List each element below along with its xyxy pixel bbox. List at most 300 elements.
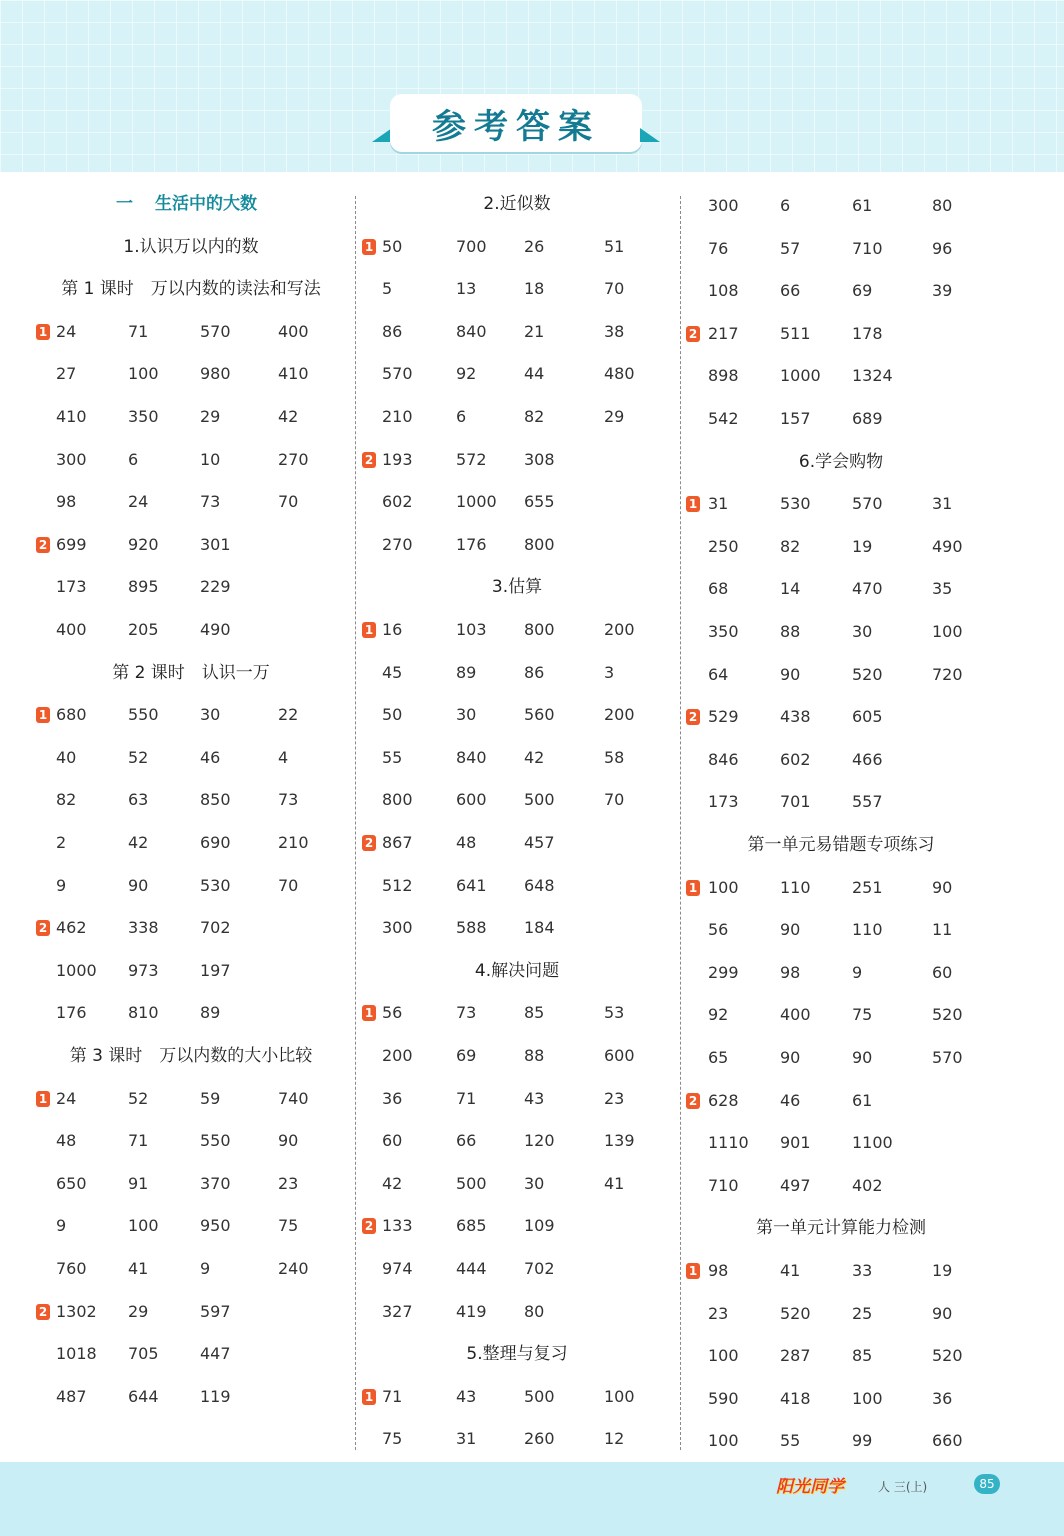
answer-value: 9 bbox=[56, 875, 67, 895]
answer-row bbox=[36, 1342, 346, 1366]
answer-value: 18 bbox=[524, 279, 545, 299]
question-number-badge: 1 bbox=[686, 496, 700, 512]
answer-value: 42 bbox=[524, 747, 545, 767]
answer-row bbox=[686, 1174, 996, 1198]
answer-value: 701 bbox=[780, 792, 811, 812]
answer-value: 846 bbox=[708, 749, 739, 769]
answer-value: 30 bbox=[456, 705, 477, 725]
answer-value: 530 bbox=[780, 494, 811, 514]
answer-row bbox=[36, 703, 346, 727]
answer-value: 100 bbox=[708, 1346, 739, 1366]
answer-value: 82 bbox=[56, 790, 77, 810]
answer-row bbox=[36, 1214, 346, 1238]
answer-row bbox=[362, 362, 672, 386]
title-banner bbox=[372, 94, 660, 156]
lesson-title: 2.近似数 bbox=[483, 194, 551, 214]
answer-value: 173 bbox=[56, 577, 87, 597]
answer-value: 184 bbox=[524, 918, 555, 938]
lesson-title: 第 1 课时 万以内数的读法和写法 bbox=[61, 279, 321, 300]
answer-row bbox=[362, 405, 672, 429]
answer-value: 80 bbox=[524, 1301, 545, 1321]
answer-value: 21 bbox=[524, 321, 545, 341]
answer-value: 529 bbox=[708, 707, 739, 727]
lesson-title: 第一单元易错题专项练习 bbox=[747, 835, 935, 855]
answer-value: 85 bbox=[524, 1003, 545, 1023]
question-number-badge: 1 bbox=[362, 1005, 376, 1021]
answer-value: 338 bbox=[128, 918, 159, 938]
answer-value: 35 bbox=[932, 579, 953, 599]
answer-value: 85 bbox=[852, 1346, 873, 1366]
answer-value: 287 bbox=[780, 1346, 811, 1366]
answer-value: 176 bbox=[56, 1003, 87, 1023]
ribbon-right-icon bbox=[640, 128, 660, 142]
answer-value: 497 bbox=[780, 1175, 811, 1195]
answer-value: 48 bbox=[56, 1131, 77, 1151]
answer-value: 80 bbox=[932, 196, 953, 215]
answer-value: 82 bbox=[780, 536, 801, 556]
answer-value: 920 bbox=[128, 534, 159, 554]
section-title bbox=[116, 192, 257, 216]
answer-value: 38 bbox=[604, 321, 625, 341]
answer-value: 301 bbox=[200, 534, 231, 554]
answer-value: 590 bbox=[708, 1388, 739, 1408]
answer-value: 1018 bbox=[56, 1344, 97, 1364]
answer-row bbox=[36, 1385, 346, 1409]
answer-value: 3 bbox=[604, 662, 615, 682]
answer-value: 6 bbox=[128, 449, 139, 469]
answer-value: 895 bbox=[128, 577, 159, 597]
answer-value: 6 bbox=[780, 196, 791, 215]
answer-value: 90 bbox=[780, 664, 801, 684]
lesson-title: 6.学会购物 bbox=[798, 451, 884, 472]
answer-value: 685 bbox=[456, 1216, 487, 1236]
answer-value: 570 bbox=[852, 494, 883, 514]
answer-value: 490 bbox=[200, 620, 231, 639]
answer-row bbox=[36, 1001, 346, 1025]
answer-value: 702 bbox=[200, 918, 231, 938]
answer-value: 31 bbox=[932, 494, 953, 514]
answer-value: 602 bbox=[780, 749, 811, 769]
brand-logo: 阳光同学 bbox=[776, 1477, 844, 1497]
answer-value: 73 bbox=[456, 1003, 477, 1023]
answer-value: 42 bbox=[278, 407, 299, 426]
answer-row bbox=[36, 959, 346, 983]
answer-value: 710 bbox=[852, 238, 883, 258]
answer-value: 400 bbox=[278, 321, 309, 341]
answer-row bbox=[686, 1259, 996, 1283]
answer-row bbox=[362, 277, 672, 301]
answer-value: 43 bbox=[524, 1088, 545, 1108]
answer-value: 300 bbox=[708, 196, 739, 215]
answer-value: 370 bbox=[200, 1173, 231, 1193]
answer-value: 444 bbox=[456, 1259, 487, 1278]
answer-value: 300 bbox=[56, 449, 87, 469]
answer-row bbox=[686, 407, 996, 431]
answer-row bbox=[36, 1087, 346, 1111]
answer-value: 542 bbox=[708, 409, 739, 428]
answer-value: 250 bbox=[708, 536, 739, 556]
answer-value: 850 bbox=[200, 790, 231, 810]
answer-value: 33 bbox=[852, 1261, 873, 1280]
answer-value: 61 bbox=[852, 1090, 873, 1110]
answer-row bbox=[362, 661, 672, 685]
answer-value: 200 bbox=[604, 705, 635, 725]
answer-value: 52 bbox=[128, 747, 149, 767]
answer-value: 702 bbox=[524, 1259, 555, 1278]
answer-value: 110 bbox=[780, 877, 811, 897]
answer-value: 1000 bbox=[780, 366, 821, 386]
answer-value: 42 bbox=[128, 833, 149, 852]
answer-row bbox=[686, 237, 996, 261]
answer-value: 901 bbox=[780, 1133, 811, 1153]
answer-value: 270 bbox=[382, 534, 413, 554]
answer-row bbox=[362, 1214, 672, 1238]
answer-value: 61 bbox=[852, 196, 873, 215]
answer-value: 70 bbox=[278, 875, 299, 895]
answer-value: 210 bbox=[382, 407, 413, 426]
answer-value: 600 bbox=[456, 790, 487, 810]
answer-value: 29 bbox=[604, 407, 625, 426]
answer-row bbox=[362, 533, 672, 557]
answer-value: 557 bbox=[852, 792, 883, 812]
answer-value: 644 bbox=[128, 1386, 159, 1406]
page-number: 85 bbox=[974, 1474, 1000, 1494]
answer-row bbox=[686, 918, 996, 942]
answer-row bbox=[36, 1129, 346, 1153]
answer-row bbox=[686, 1089, 996, 1113]
answer-value: 52 bbox=[128, 1088, 149, 1108]
answer-row bbox=[686, 705, 996, 729]
answer-value: 56 bbox=[708, 920, 729, 940]
answer-row bbox=[362, 1257, 672, 1281]
question-number-badge: 2 bbox=[36, 537, 50, 553]
question-number-badge: 1 bbox=[36, 1091, 50, 1107]
answer-value: 39 bbox=[932, 281, 953, 301]
answer-value: 90 bbox=[932, 877, 953, 897]
answer-row bbox=[686, 790, 996, 814]
answer-value: 23 bbox=[278, 1173, 299, 1193]
answer-value: 520 bbox=[780, 1303, 811, 1323]
answer-value: 108 bbox=[708, 281, 739, 301]
answer-value: 410 bbox=[278, 364, 309, 384]
answer-value: 139 bbox=[604, 1131, 635, 1151]
answer-value: 50 bbox=[382, 705, 403, 725]
answer-value: 73 bbox=[278, 790, 299, 810]
answer-value: 950 bbox=[200, 1216, 231, 1236]
question-number-badge: 2 bbox=[36, 920, 50, 936]
answer-value: 27 bbox=[56, 364, 77, 384]
footer-band bbox=[0, 1462, 1064, 1536]
answer-value: 71 bbox=[456, 1088, 477, 1108]
answer-value: 570 bbox=[382, 364, 413, 384]
answer-value: 89 bbox=[200, 1003, 221, 1023]
answer-value: 655 bbox=[524, 492, 555, 512]
answer-row bbox=[362, 1385, 672, 1409]
answer-value: 29 bbox=[128, 1301, 149, 1321]
answer-value: 628 bbox=[708, 1090, 739, 1110]
question-number-badge: 1 bbox=[362, 1389, 376, 1405]
answer-value: 76 bbox=[708, 238, 729, 258]
answer-value: 75 bbox=[382, 1429, 403, 1449]
answer-value: 520 bbox=[932, 1346, 963, 1366]
answer-value: 41 bbox=[604, 1173, 625, 1193]
answer-value: 650 bbox=[56, 1173, 87, 1193]
lesson-title: 4.解决问题 bbox=[474, 960, 560, 981]
answer-value: 520 bbox=[852, 664, 883, 684]
answer-value: 157 bbox=[780, 409, 811, 428]
answer-value: 66 bbox=[780, 281, 801, 301]
answer-value: 70 bbox=[604, 790, 625, 810]
answer-value: 699 bbox=[56, 534, 87, 554]
question-number-badge: 1 bbox=[686, 880, 700, 896]
answer-row bbox=[36, 320, 346, 344]
answer-row bbox=[36, 533, 346, 557]
answer-value: 4 bbox=[278, 747, 289, 767]
answer-row bbox=[36, 916, 346, 940]
answer-value: 605 bbox=[852, 707, 883, 727]
section-name: 生活中的大数 bbox=[155, 194, 257, 214]
answer-value: 500 bbox=[524, 790, 555, 810]
answer-value: 14 bbox=[780, 579, 801, 599]
answer-row bbox=[36, 874, 346, 898]
answer-value: 51 bbox=[604, 236, 625, 256]
answer-value: 50 bbox=[382, 236, 403, 256]
answer-value: 92 bbox=[708, 1005, 729, 1025]
answer-value: 71 bbox=[382, 1386, 403, 1406]
answer-row bbox=[686, 1131, 996, 1155]
answer-value: 98 bbox=[780, 962, 801, 982]
answer-value: 350 bbox=[128, 407, 159, 426]
answer-value: 700 bbox=[456, 236, 487, 256]
answer-value: 800 bbox=[524, 534, 555, 554]
answer-value: 240 bbox=[278, 1259, 309, 1278]
question-number-badge: 2 bbox=[36, 1304, 50, 1320]
answer-row bbox=[36, 575, 346, 599]
answer-value: 90 bbox=[278, 1131, 299, 1151]
answer-row bbox=[36, 831, 346, 855]
answer-value: 90 bbox=[852, 1048, 873, 1067]
question-number-badge: 2 bbox=[362, 835, 376, 851]
answer-value: 71 bbox=[128, 1131, 149, 1151]
answer-value: 90 bbox=[128, 875, 149, 895]
answer-value: 58 bbox=[604, 747, 625, 767]
answer-value: 71 bbox=[128, 321, 149, 341]
answer-value: 1324 bbox=[852, 366, 893, 386]
answer-row bbox=[36, 405, 346, 429]
answer-value: 40 bbox=[56, 747, 77, 767]
answer-value: 689 bbox=[852, 409, 883, 428]
answer-value: 60 bbox=[382, 1131, 403, 1151]
question-number-badge: 1 bbox=[36, 707, 50, 723]
answer-value: 400 bbox=[56, 620, 87, 639]
answer-value: 48 bbox=[456, 833, 477, 852]
answer-row bbox=[362, 235, 672, 259]
answer-value: 840 bbox=[456, 321, 487, 341]
answer-value: 19 bbox=[932, 1261, 953, 1280]
answer-value: 23 bbox=[708, 1303, 729, 1323]
answer-row bbox=[686, 663, 996, 687]
answer-value: 96 bbox=[932, 238, 953, 258]
answer-row bbox=[362, 1300, 672, 1324]
answer-value: 110 bbox=[852, 920, 883, 940]
answer-row bbox=[362, 1001, 672, 1025]
answer-row bbox=[686, 1429, 996, 1453]
answer-value: 597 bbox=[200, 1301, 231, 1321]
answer-value: 867 bbox=[382, 833, 413, 852]
answer-value: 229 bbox=[200, 577, 231, 597]
answer-row bbox=[686, 364, 996, 388]
answer-value: 457 bbox=[524, 833, 555, 852]
answer-value: 100 bbox=[852, 1388, 883, 1408]
answer-row bbox=[686, 876, 996, 900]
answer-value: 500 bbox=[456, 1173, 487, 1193]
answer-value: 511 bbox=[780, 323, 811, 343]
answer-value: 308 bbox=[524, 449, 555, 469]
question-number-badge: 2 bbox=[362, 452, 376, 468]
answer-value: 570 bbox=[200, 321, 231, 341]
answer-value: 36 bbox=[932, 1388, 953, 1408]
answer-value: 24 bbox=[128, 492, 149, 512]
answer-value: 31 bbox=[708, 494, 729, 514]
answer-value: 5 bbox=[382, 279, 393, 299]
answer-value: 710 bbox=[708, 1175, 739, 1195]
answer-value: 10 bbox=[200, 449, 221, 469]
answer-value: 25 bbox=[852, 1303, 873, 1323]
answer-value: 980 bbox=[200, 364, 231, 384]
answer-value: 400 bbox=[780, 1005, 811, 1025]
answer-value: 86 bbox=[524, 662, 545, 682]
answer-value: 1000 bbox=[56, 960, 97, 980]
answer-row bbox=[686, 577, 996, 601]
answer-row bbox=[362, 874, 672, 898]
answer-value: 70 bbox=[604, 279, 625, 299]
answer-value: 45 bbox=[382, 662, 403, 682]
answer-row bbox=[686, 535, 996, 559]
answer-value: 120 bbox=[524, 1131, 555, 1151]
answer-row bbox=[362, 1172, 672, 1196]
answer-value: 103 bbox=[456, 620, 487, 639]
answer-value: 660 bbox=[932, 1431, 963, 1451]
column-divider bbox=[355, 196, 356, 1450]
answer-value: 9 bbox=[852, 962, 863, 982]
answer-value: 69 bbox=[456, 1046, 477, 1065]
answer-row bbox=[362, 1044, 672, 1068]
answer-value: 550 bbox=[200, 1131, 231, 1151]
answer-value: 46 bbox=[780, 1090, 801, 1110]
answer-row bbox=[36, 490, 346, 514]
answer-value: 55 bbox=[382, 747, 403, 767]
answer-value: 470 bbox=[852, 579, 883, 599]
lesson-title: 第 2 课时 认识一万 bbox=[112, 662, 270, 683]
answer-value: 1110 bbox=[708, 1133, 749, 1153]
answer-value: 75 bbox=[852, 1005, 873, 1025]
answer-value: 70 bbox=[278, 492, 299, 512]
answer-value: 570 bbox=[932, 1048, 963, 1067]
answer-value: 500 bbox=[524, 1386, 555, 1406]
answer-value: 88 bbox=[524, 1046, 545, 1065]
answer-value: 42 bbox=[382, 1173, 403, 1193]
answer-value: 588 bbox=[456, 918, 487, 938]
answer-value: 641 bbox=[456, 875, 487, 895]
answer-value: 46 bbox=[200, 747, 221, 767]
answer-row bbox=[686, 961, 996, 985]
answer-value: 760 bbox=[56, 1259, 87, 1278]
answer-value: 410 bbox=[56, 407, 87, 426]
answer-value: 30 bbox=[200, 705, 221, 725]
answer-value: 36 bbox=[382, 1088, 403, 1108]
answer-value: 260 bbox=[524, 1429, 555, 1449]
answer-value: 350 bbox=[708, 622, 739, 641]
answer-row bbox=[362, 320, 672, 344]
answer-value: 57 bbox=[780, 238, 801, 258]
answer-row bbox=[686, 1003, 996, 1027]
answer-value: 119 bbox=[200, 1386, 231, 1406]
answer-value: 99 bbox=[852, 1431, 873, 1451]
answer-value: 55 bbox=[780, 1431, 801, 1451]
answer-value: 30 bbox=[524, 1173, 545, 1193]
answer-row bbox=[362, 490, 672, 514]
answer-value: 197 bbox=[200, 960, 231, 980]
lesson-title: 第一单元计算能力检测 bbox=[756, 1218, 926, 1239]
answer-value: 1000 bbox=[456, 492, 497, 512]
answer-row bbox=[362, 1087, 672, 1111]
answer-value: 2 bbox=[56, 833, 67, 852]
answer-value: 13 bbox=[456, 279, 477, 299]
answer-row bbox=[36, 448, 346, 472]
answer-value: 65 bbox=[708, 1048, 729, 1067]
answer-value: 1302 bbox=[56, 1301, 97, 1321]
answer-value: 520 bbox=[932, 1005, 963, 1025]
answer-value: 487 bbox=[56, 1386, 87, 1406]
question-number-badge: 1 bbox=[686, 1263, 700, 1279]
answer-value: 512 bbox=[382, 875, 413, 895]
answer-row bbox=[362, 1427, 672, 1451]
question-number-badge: 1 bbox=[362, 622, 376, 638]
answer-value: 210 bbox=[278, 833, 309, 852]
answer-value: 193 bbox=[382, 449, 413, 469]
answer-value: 438 bbox=[780, 707, 811, 727]
lesson-title: 1.认识万以内的数 bbox=[123, 236, 259, 257]
answer-value: 466 bbox=[852, 749, 883, 769]
lesson-title: 3.估算 bbox=[491, 577, 543, 598]
answer-row bbox=[362, 746, 672, 770]
section-number: 一 bbox=[116, 194, 133, 214]
answer-value: 98 bbox=[708, 1261, 729, 1280]
answer-row bbox=[36, 1172, 346, 1196]
answer-row bbox=[362, 703, 672, 727]
answer-value: 41 bbox=[780, 1261, 801, 1280]
answer-row bbox=[36, 788, 346, 812]
answer-value: 26 bbox=[524, 236, 545, 256]
question-number-badge: 1 bbox=[36, 324, 50, 340]
answer-row bbox=[36, 618, 346, 642]
answer-value: 1100 bbox=[852, 1133, 893, 1153]
answer-value: 11 bbox=[932, 920, 953, 940]
answer-value: 29 bbox=[200, 407, 221, 426]
answer-row bbox=[36, 746, 346, 770]
answer-value: 100 bbox=[128, 364, 159, 384]
answer-value: 59 bbox=[200, 1088, 221, 1108]
answer-value: 490 bbox=[932, 536, 963, 556]
answer-value: 44 bbox=[524, 364, 545, 384]
answer-value: 270 bbox=[278, 449, 309, 469]
answer-value: 602 bbox=[382, 492, 413, 512]
answer-value: 173 bbox=[708, 792, 739, 812]
answer-value: 898 bbox=[708, 366, 739, 386]
answer-value: 480 bbox=[604, 364, 635, 384]
answer-row bbox=[686, 1344, 996, 1368]
answer-value: 740 bbox=[278, 1088, 309, 1108]
